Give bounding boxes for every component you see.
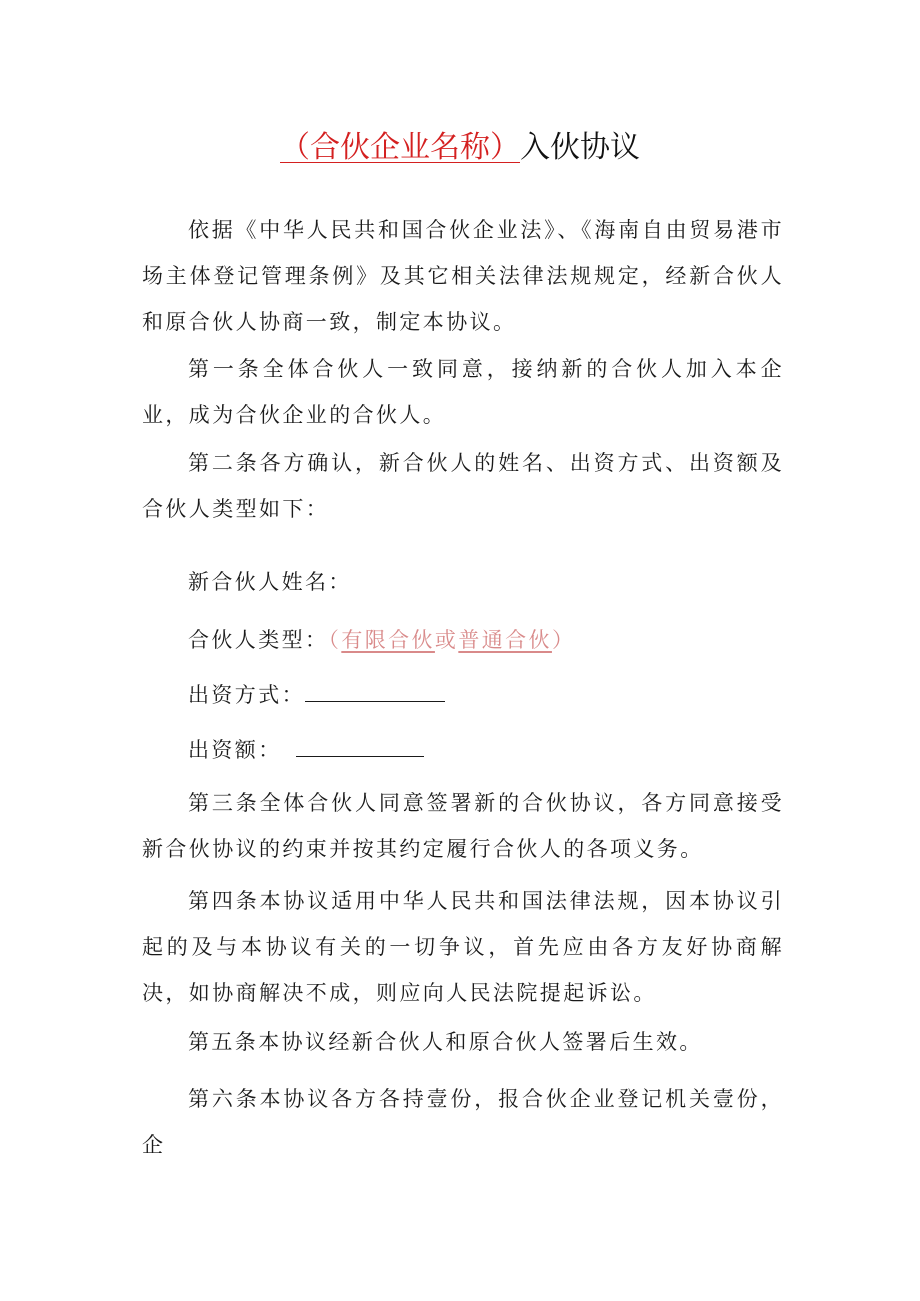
- partner-type-limited: 有限合伙: [341, 628, 435, 652]
- new-partner-name-field: [188, 567, 352, 597]
- article-4: 第四条本协议适用中华人民共和国法律法规，因本协议引起的及与本协议有关的一切争议，首先应由各方友好协商解决，如协商解决不成，则应向人民法院提起诉讼。: [142, 889, 784, 1005]
- article-6-block: [142, 1076, 784, 1168]
- partner-type-field: [188, 625, 575, 655]
- article-3: 第三条全体合伙人同意签署新的合伙协议，各方同意接受新合伙协议的约束并按其约定履行合伙人的各项义务。: [142, 791, 784, 861]
- article-6: 第六条本协议各方各持壹份，报合伙企业登记机关壹份，企: [142, 1087, 784, 1157]
- article-3-block: [142, 780, 784, 872]
- partner-type-general: 普通合伙: [458, 628, 552, 652]
- document-title: [0, 128, 920, 168]
- partner-type-close: ）: [551, 628, 576, 652]
- article-5-block: [142, 1019, 784, 1065]
- contribution-method-field: [188, 680, 445, 710]
- article-2-block: [142, 440, 784, 532]
- article-5: 第五条本协议经新合伙人和原合伙人签署后生效。: [188, 1030, 703, 1054]
- article-4-block: [142, 878, 784, 1016]
- contribution-amount-label: 出资额：: [188, 738, 282, 762]
- company-name-placeholder: （合伙企业名称）: [280, 130, 520, 165]
- new-partner-name-label: 新合伙人姓名：: [188, 570, 352, 594]
- partner-type-open: （: [328, 628, 342, 652]
- contribution-method-blank[interactable]: [305, 681, 445, 702]
- intro-paragraph: 依据《中华人民共和国合伙企业法》、《海南自由贸易港市场主体登记管理条例》及其它相关法律法规规定，经新合伙人和原合伙人协商一致，制定本协议。: [142, 218, 784, 334]
- partner-type-label: 合伙人类型：: [188, 628, 329, 652]
- title-text: 入伙协议: [520, 130, 640, 165]
- contribution-amount-blank[interactable]: [296, 736, 424, 757]
- article-1: 第一条全体合伙人一致同意，接纳新的合伙人加入本企业，成为合伙企业的合伙人。: [142, 357, 784, 427]
- contribution-amount-field: [188, 735, 424, 765]
- article-1-block: [142, 346, 784, 438]
- article-2: 第二条各方确认，新合伙人的姓名、出资方式、出资额及合伙人类型如下：: [142, 451, 784, 521]
- partner-type-or: 或: [434, 628, 459, 652]
- intro-block: [142, 207, 784, 345]
- contribution-method-label: 出资方式：: [188, 683, 305, 707]
